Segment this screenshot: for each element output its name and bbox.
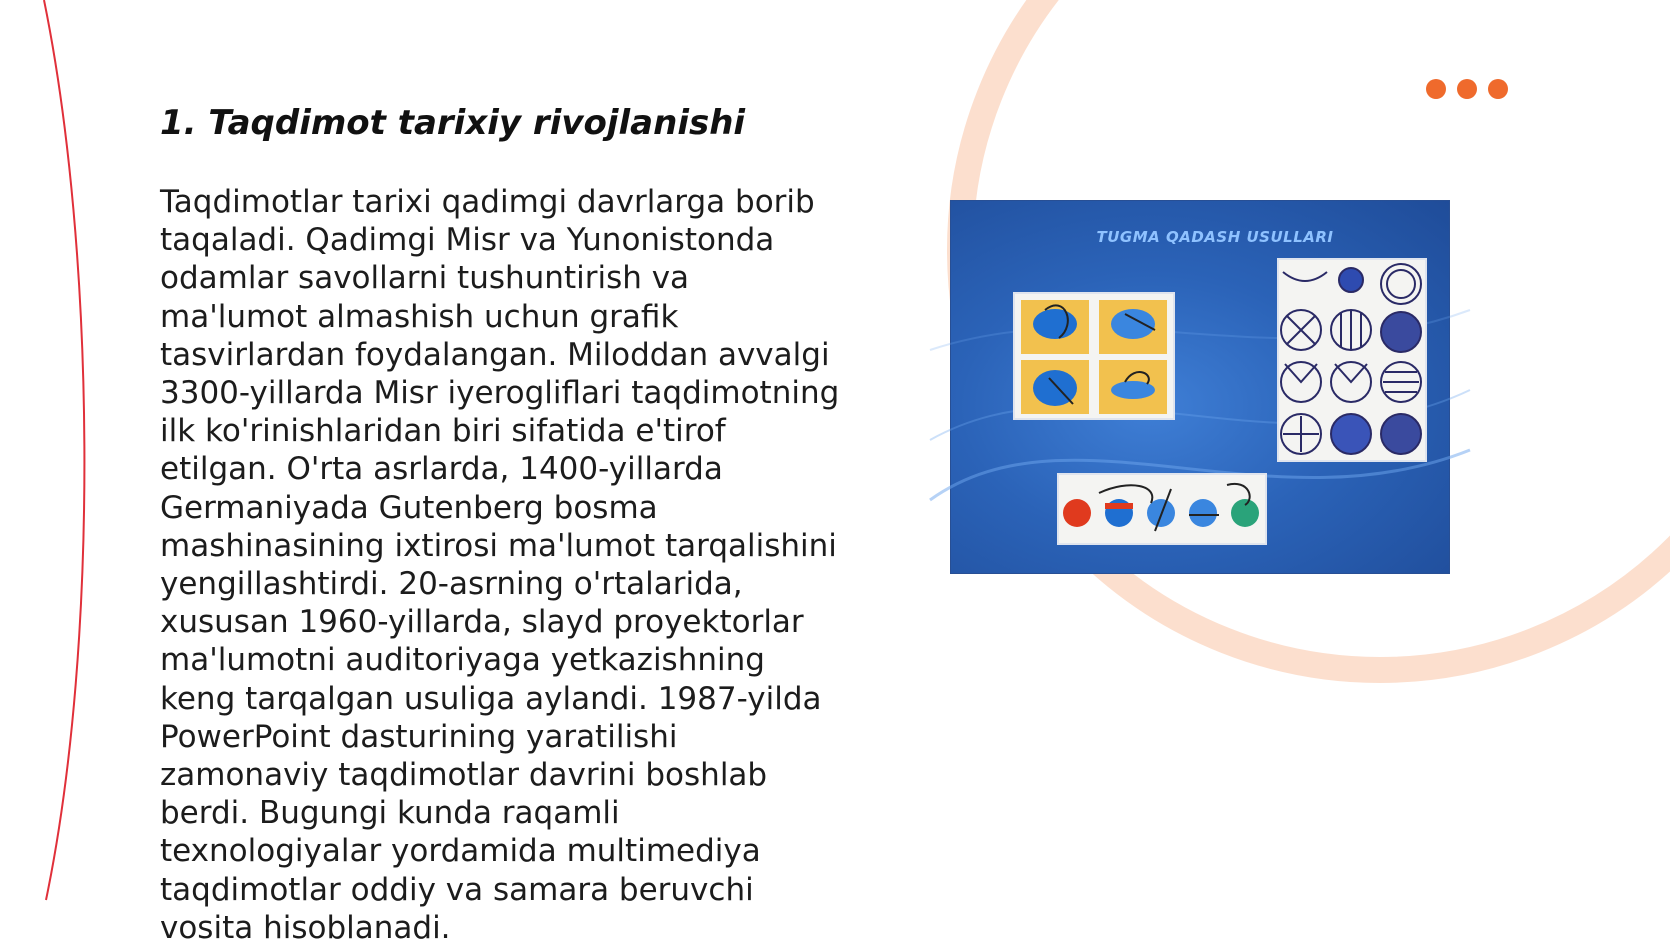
more-options-button[interactable] — [1426, 79, 1508, 99]
three-dots-icon — [1457, 79, 1477, 99]
three-dots-icon — [1488, 79, 1508, 99]
button-types-illustration — [1059, 475, 1265, 543]
button-sewing-illustration — [1015, 294, 1173, 418]
slide-picture — [950, 200, 1450, 574]
sewing-patterns-illustration — [1279, 260, 1425, 460]
button-types-panel — [1057, 473, 1267, 545]
three-dots-icon — [1426, 79, 1446, 99]
left-decorative-curve — [0, 0, 120, 900]
picture-title: TUGMA QADASH USULLARI — [1096, 228, 1334, 246]
slide-body-text: Taqdimotlar tarixi qadimgi davrlarga borib taqaladi. Qadimgi Misr va Yunonistonda odamlar savollarni tushuntirish va ma'lumot almashish uchun grafik tasvirlardan foydalangan. Miloddan avvalgi 3300-yillarda Misr iyerogliflari taqdimotning ilk ko'rinishlaridan biri sifatida e'tirof etilgan. O'rta asrlarda, 1400-yillarda Germaniyada Gutenberg bosma mashinasining ixtirosi ma'lumot tarqalishini yengillashtirdi. 20-asrning o'rtalarida, xususan 1960-yillarda, slayd proyektorlar ma'lumotni auditoriyaga yetkazishning keng tarqalgan usuliga aylandi. 1987-yilda PowerPoint dasturining yaratilishi zamonaviy taqdimotlar davrini boshlab berdi. Bugungi kunda raqamli texnologiyalar yordamida multimediya taqdimotlar oddiy va samara beruvchi vosita hisoblanadi. — [160, 184, 840, 946]
button-sewing-steps-panel — [1013, 292, 1175, 420]
sewing-patterns-panel — [1277, 258, 1427, 462]
slide-title: 1. Taqdimot tarixiy rivojlanishi — [160, 103, 746, 143]
